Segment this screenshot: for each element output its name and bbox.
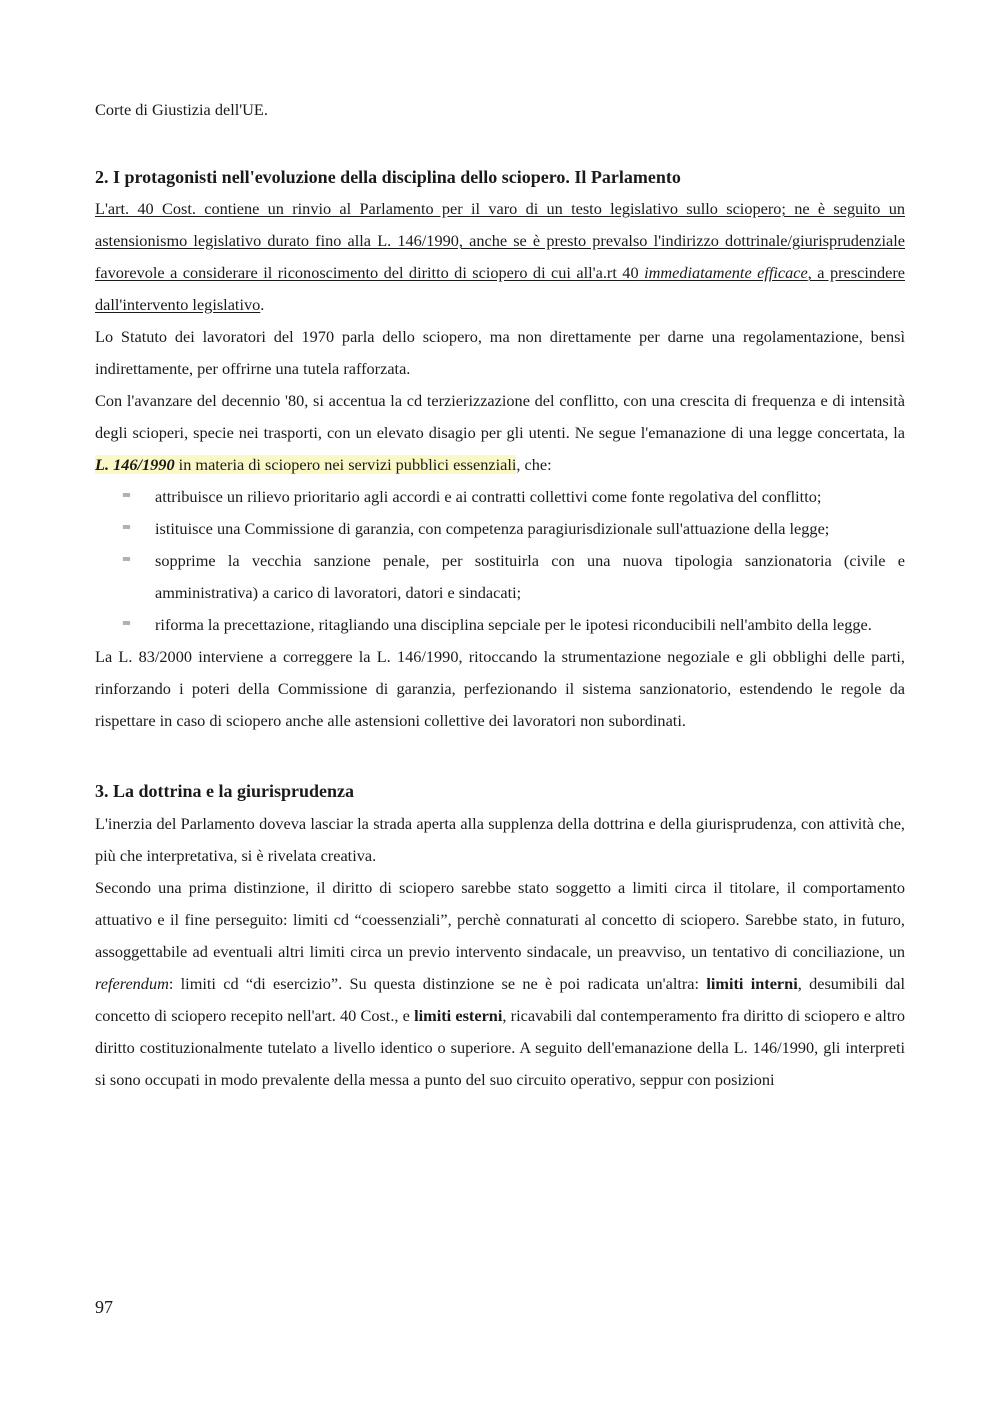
bold-term: limiti interni (706, 974, 798, 993)
law-reference: L. 146/1990 (95, 455, 175, 474)
dash-bullet-icon: ‗ (123, 481, 130, 497)
bold-term: limiti esterni (414, 1006, 503, 1025)
section-3-paragraph-2: Secondo una prima distinzione, il diritto di sciopero sarebbe stato soggetto a limiti circa il titolare, il comportamento attuativo e il fine perseguito: limiti cd “coessenziali”, perchè connaturati al concetto di sciopero. Sarebbe stato, in futuro, assoggettabile ad eventuali altri limiti circa un previo intervento sindacale, un preavviso, un tentativo di conciliazione, un referendum: limiti cd “di esercizio”. Su questa distinzione se ne è poi radicata un'altra: limiti interni, desumibili dal concetto di sciopero recepito nell'art. 40 Cost., e limiti esterni, ricavabili dal contemperamento fra diritto di sciopero e altro diritto costituzionalmente tutelato a livello identico o superiore. A seguito dell'emanazione della L. 146/1990, gli interpreti si sono occupati in modo prevalente della messa a punto del suo circuito operativo, seppur con posizioni (95, 878, 905, 1089)
section-2-heading: 2. I protagonisti nell'evoluzione della disciplina dello sciopero. Il Parlamento (95, 167, 681, 187)
section-2-paragraph-4: La L. 83/2000 interviene a correggere la L. 146/1990, ritoccando la strumentazione negoziale e gli obblighi delle parti, rinforzando i poteri della Commissione di garanzia, perfezionando il sistema sanzionatorio, estendendo le regole da rispettare in caso di sciopero anche alle astensioni collettive dei lavoratori non subordinati. (95, 647, 905, 730)
emphasis-text: immediatamente efficace (644, 263, 808, 282)
dash-bullet-icon: ‗ (123, 609, 130, 625)
section-2-paragraph-3: Con l'avanzare del decennio '80, si accentua la cd terzierizzazione del conflitto, con una crescita di frequenza e di intensità degli scioperi, specie nei trasporti, con un elevato disagio per gli utenti. Ne segue l'emanazione di una legge concertata, la L. 146/1990 in materia di sciopero nei servizi pubblici essenziali, che: (95, 391, 905, 474)
page-number: 97 (95, 1297, 113, 1317)
underlined-text: L'art. 40 Cost. contiene un rinvio al Parlamento per il varo di un testo legislativo sullo sciopero; ne è seguito un astensionismo legislativo durato fino alla L. 146/1990, anche se è presto prevalso l'indirizzo dottrinale/giurisprudenziale favorevole a considerare il riconoscimento del diritto di sciopero di cui all'a.rt 40 immediatamente efficace, a prescindere dall'intervento legislativo (95, 199, 905, 314)
section-2-paragraph-1: L'art. 40 Cost. contiene un rinvio al Parlamento per il varo di un testo legislativo sullo sciopero; ne è seguito un astensionismo legislativo durato fino alla L. 146/1990, anche se è presto prevalso l'indirizzo dottrinale/giurisprudenziale favorevole a considerare il riconoscimento del diritto di sciopero di cui all'a.rt 40 immediatamente efficace, a prescindere dall'intervento legislativo. (95, 199, 905, 314)
highlighted-text: L. 146/1990 in materia di sciopero nei servizi pubblici essenziali (95, 455, 517, 474)
intro-tail-paragraph: Corte di Giustizia dell'UE. (95, 100, 268, 119)
emphasis-text: referendum (95, 974, 169, 993)
list-item: ‗ riforma la precettazione, ritagliando una disciplina sepciale per le ipotesi riconducibili nell'ambito della legge. (123, 609, 872, 634)
list-item: ‗ istituisce una Commissione di garanzia, con competenza paragiurisdizionale sull'attuazione della legge; (123, 513, 830, 538)
section-3-heading: 3. La dottrina e la giurisprudenza (95, 781, 355, 801)
bullet-list (95, 481, 905, 641)
section-3-paragraph-1: L'inerzia del Parlamento doveva lasciar la strada aperta alla supplenza della dottrina e della giurisprudenza, con attività che, più che interpretativa, si è rivelata creativa. (95, 814, 905, 865)
dash-bullet-icon: ‗ (123, 513, 130, 529)
section-2-paragraph-2: Lo Statuto dei lavoratori del 1970 parla dello sciopero, ma non direttamente per darne una regolamentazione, bensì indirettamente, per offrirne una tutela rafforzata. (95, 327, 905, 378)
dash-bullet-icon: ‗ (123, 545, 130, 561)
list-item: ‗ sopprime la vecchia sanzione penale, per sostituirla con una nuova tipologia sanzionatoria (civile e amministrativa) a carico di lavoratori, datori e sindacati; (123, 545, 905, 602)
document-page (95, 94, 905, 1096)
list-item: ‗ attribuisce un rilievo prioritario agli accordi e ai contratti collettivi come fonte regolativa del conflitto; (123, 481, 822, 506)
